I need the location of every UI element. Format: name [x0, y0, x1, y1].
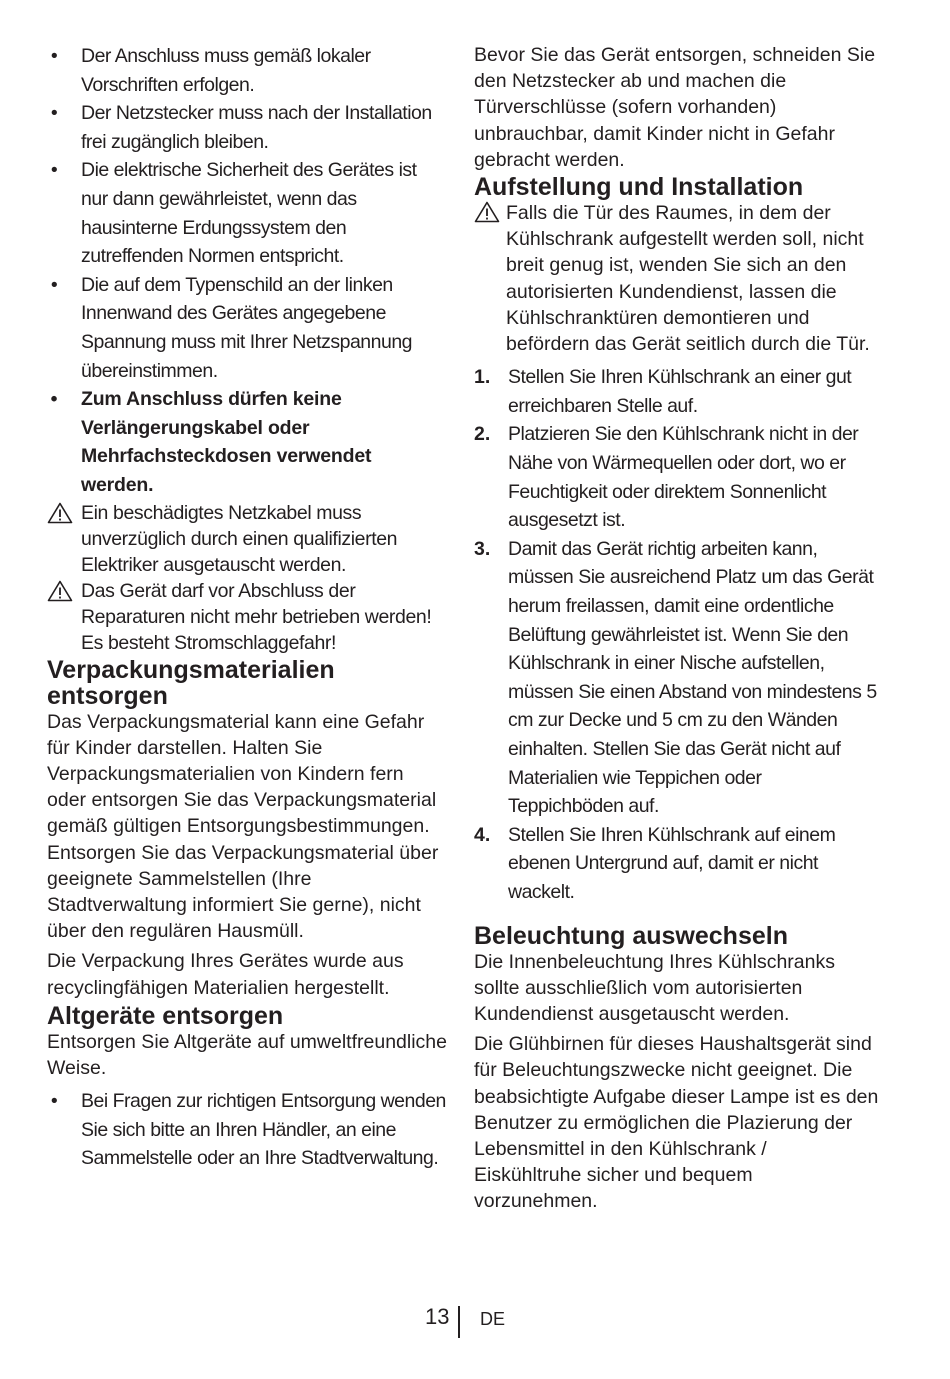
- packaging-heading: Verpackungsmaterialien entsorgen: [47, 655, 335, 710]
- page-number: 13: [425, 1304, 450, 1329]
- list-item: • Der Netzstecker muss nach der Installation frei zugänglich bleiben.: [47, 99, 447, 156]
- left-column: [47, 42, 447, 1173]
- list-item: • Die auf dem Typenschild an der linken Innenwand des Gerätes angegebene Spannung muss mit Ihrer Netzspannung übereinstimmen.: [47, 271, 447, 385]
- bullet-dot: •: [50, 159, 58, 182]
- packaging-recycling-paragraph: Die Verpackung Ihres Gerätes wurde aus recyclingfähigen Materialien hergestellt.: [47, 950, 404, 999]
- list-item: 3. Damit das Gerät richtig arbeiten kann, müssen Sie ausreichend Platz um das Gerät herum freilassen, damit eine ordentliche Belüftung gewährleistet ist. Wenn Sie den Kühlschrank in einer Nische aufstellen, müssen Sie einen Abstand von mindestens 5 cm zur Decke und 5 cm zu den Wänden einhalten. Stellen Sie das Gerät nicht auf Materialien wie Teppichen oder Teppichböden auf.: [474, 537, 877, 818]
- old-devices-heading: Altgeräte entsorgen: [47, 1001, 284, 1030]
- lighting-paragraph: Die Innenbeleuchtung Ihres Kühlschranks sollte ausschließlich vom autorisierten Kundendienst ausgetauscht werden.: [474, 950, 835, 1025]
- disposal-intro-paragraph: Bevor Sie das Gerät entsorgen, schneiden Sie den Netzstecker ab und machen die Türverschlüsse (sofern vorhanden) unbrauchbar, damit Kinder nicht in Gefahr gebracht werden.: [474, 44, 876, 171]
- bullet-dot: •: [50, 388, 58, 411]
- warning-triangle-icon: [474, 201, 500, 223]
- packaging-paragraph: Das Verpackungsmaterial kann eine Gefahr für Kinder darstellen. Halten Sie Verpackungsmaterialien von Kindern fern oder entsorgen Sie das Verpackungsmaterial gemäß gültigen Entsorgungsbestimmungen. Entsorgen Sie das Verpackungsmaterial über geeignete Sammelstellen (Ihre Stadtverwaltung informiert Sie gerne), nicht über den regulären Hausmüll.: [47, 710, 439, 943]
- old-devices-paragraph: Entsorgen Sie Altgeräte auf umweltfreundliche Weise.: [47, 1030, 447, 1079]
- list-item: • Der Anschluss muss gemäß lokaler Vorschriften erfolgen.: [47, 42, 447, 99]
- list-item: 4. Stellen Sie Ihren Kühlschrank auf einem ebenen Untergrund auf, damit er nicht wackelt.: [474, 823, 836, 903]
- warning-repair: Das Gerät darf vor Abschluss der Reparaturen nicht mehr betrieben werden! Es besteht Stromschlaggefahr!: [47, 578, 447, 656]
- warning-damaged-cable: Ein beschädigtes Netzkabel muss unverzüglich durch einen qualifizierten Elektriker ausgetauscht werden.: [47, 500, 447, 578]
- right-column: [474, 42, 879, 1215]
- list-item: 2. Platzieren Sie den Kühlschrank nicht in der Nähe von Wärmequellen oder dort, wo er Feuchtigkeit oder direktem Sonnenlicht ausgesetzt ist.: [474, 423, 859, 532]
- list-item: • Bei Fragen zur richtigen Entsorgung wenden Sie sich bitte an Ihren Händler, an eine Sammelstelle oder an Ihre Stadtverwaltung.: [47, 1087, 447, 1173]
- installation-steps: [474, 363, 879, 906]
- footer-divider: [458, 1306, 460, 1338]
- warning-triangle-icon: [47, 502, 73, 524]
- page-footer: [0, 1302, 950, 1338]
- list-item-bold: • Zum Anschluss dürfen keine Verlängerungskabel oder Mehrfachsteckdosen verwendet werden.: [47, 385, 447, 499]
- bullet-dot: •: [50, 45, 58, 67]
- language-code: DE: [480, 1309, 506, 1329]
- lighting-heading: Beleuchtung auswechseln: [474, 921, 788, 950]
- old-devices-bullet-list: [47, 1087, 447, 1173]
- warning-triangle-icon: [47, 580, 73, 602]
- installation-heading: Aufstellung und Installation: [474, 173, 804, 202]
- bullet-dot: •: [50, 102, 58, 125]
- bullet-dot: •: [50, 1090, 58, 1113]
- list-item: 1. Stellen Sie Ihren Kühlschrank an einer gut erreichbaren Stelle auf.: [474, 366, 852, 417]
- list-item: • Die elektrische Sicherheit des Gerätes ist nur dann gewährleistet, wenn das hausinterne Erdungssystem den zutreffenden Normen entspricht.: [47, 156, 447, 270]
- installation-warning: Falls die Tür des Raumes, in dem der Kühlschrank aufgestellt werden soll, nicht breit genug ist, wenden Sie sich an den autorisierten Kundendienst, lassen die Kühlschranktüren demontieren und befördern das Gerät seitlich durch die Tür.: [474, 200, 879, 357]
- bullet-dot: •: [50, 273, 58, 296]
- lighting-bulb-paragraph: Die Glühbirnen für dieses Haushaltsgerät sind für Beleuchtungszwecke nicht geeignet. Die beabsichtigte Aufgabe dieser Lampe ist es den Benutzer zu ermöglichen die Plazierung der Lebensmittel in den Kühlschrank / Eiskühltruhe sicher und bequem vorzunehmen.: [474, 1033, 879, 1213]
- connection-bullet-list: [47, 42, 447, 500]
